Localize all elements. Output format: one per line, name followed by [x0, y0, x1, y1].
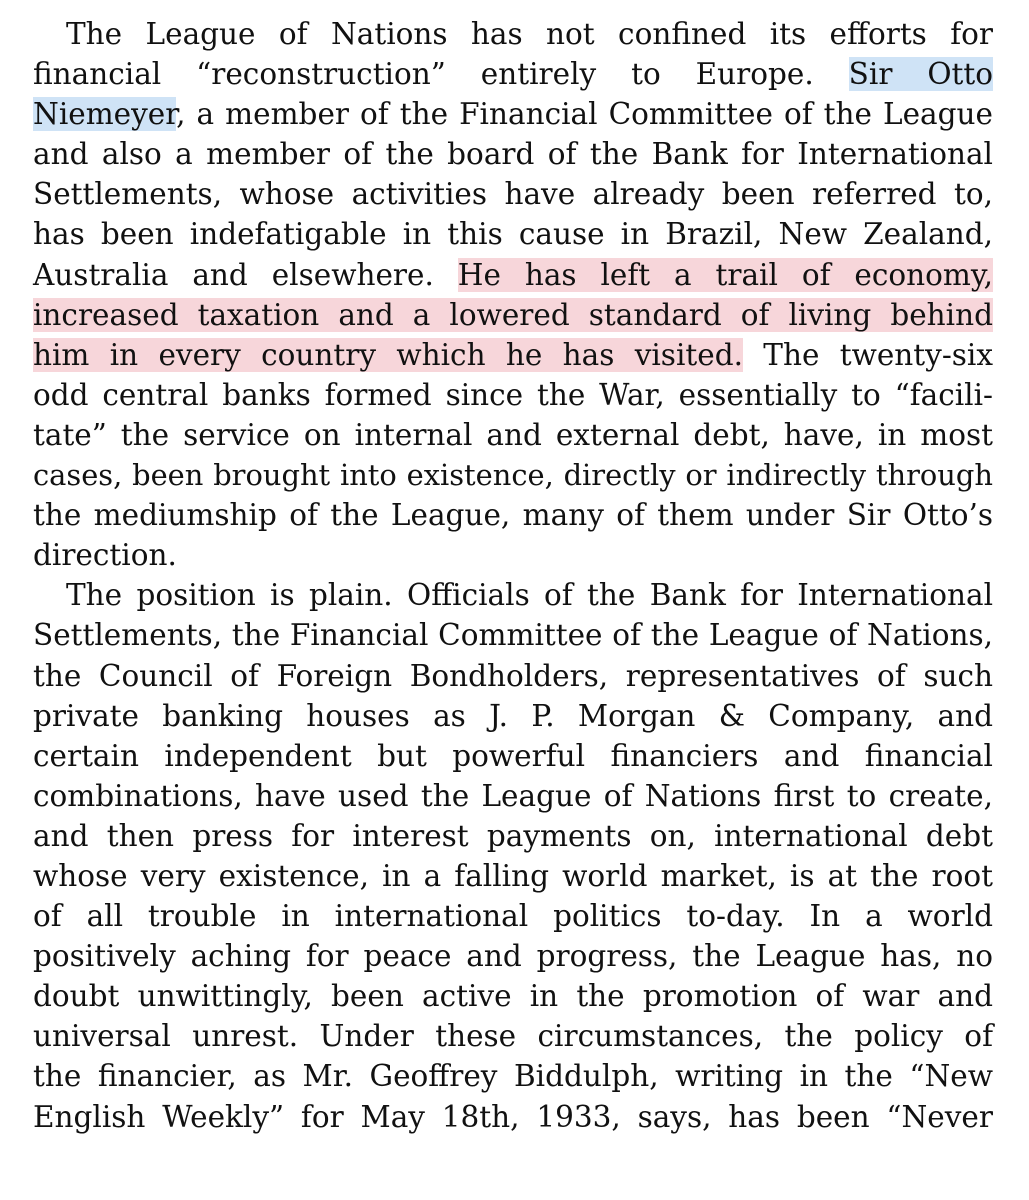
text-line: [33, 94, 993, 134]
text-line: [33, 1056, 993, 1096]
text-line: [33, 1016, 993, 1056]
text-line: [33, 816, 993, 856]
text-segment: English Weekly” for May 18th, 1933, says, has been “Never: [33, 1099, 993, 1134]
text-line: [33, 335, 993, 375]
text-segment: tate” the service on internal and external debt, have, in most: [33, 417, 993, 452]
text-line: [33, 134, 993, 174]
text-segment: doubt unwittingly, been active in the promotion of war and: [33, 979, 993, 1014]
text-segment: financial “reconstruction” entirely to Europe.: [33, 57, 849, 92]
document-body: [33, 14, 993, 1137]
text-segment: whose very existence, in a falling world market, is at the root: [33, 858, 993, 893]
text-line: [33, 856, 993, 896]
text-line: [33, 14, 993, 54]
text-line: [33, 976, 993, 1016]
text-segment: private banking houses as J. P. Morgan & Company, and: [33, 698, 993, 733]
text-segment: The position is plain. Officials of the Bank for International: [66, 578, 993, 613]
paragraph: [33, 14, 993, 575]
highlighted-text: Sir Otto: [848, 57, 993, 92]
text-segment: the Council of Foreign Bondholders, representatives of such: [33, 658, 993, 693]
text-line: [33, 615, 993, 655]
highlighted-text: Niemeyer: [33, 97, 177, 132]
text-segment: , a member of the Financial Committee of the League: [176, 97, 993, 132]
text-segment: universal unrest. Under these circumstances, the policy of: [33, 1019, 993, 1054]
text-line: [33, 174, 993, 214]
text-segment: Settlements, whose activities have already been referred to,: [33, 177, 993, 212]
text-segment: the financier, as Mr. Geoffrey Biddulph, writing in the “New: [33, 1059, 993, 1094]
text-segment: of all trouble in international politics to-day. In a world: [33, 899, 993, 934]
text-line: [33, 455, 993, 495]
text-line: [33, 495, 993, 535]
text-segment: Australia and elsewhere.: [33, 257, 458, 292]
text-segment: certain independent but powerful financiers and financial: [33, 738, 993, 773]
highlighted-text: He has left a trail of economy,: [457, 257, 993, 292]
highlighted-text: increased taxation and a lowered standard of living behind: [33, 297, 993, 332]
text-line: [33, 375, 993, 415]
text-line: [33, 696, 993, 736]
text-line: [33, 896, 993, 936]
text-line: [33, 255, 993, 295]
text-line: [33, 736, 993, 776]
text-segment: the mediumship of the League, many of them under Sir Otto’s: [33, 498, 993, 533]
text-segment: cases, been brought into existence, directly or indirectly through: [33, 458, 993, 493]
text-segment: The twenty-six: [742, 337, 994, 372]
text-line: [33, 936, 993, 976]
text-segment: and then press for interest payments on, international debt: [33, 818, 993, 853]
text-line: [33, 54, 993, 94]
text-line: [33, 535, 993, 575]
text-segment: has been indefatigable in this cause in Brazil, New Zealand,: [33, 217, 993, 252]
text-segment: combinations, have used the League of Nations first to create,: [33, 778, 993, 813]
text-segment: positively aching for peace and progress, the League has, no: [33, 939, 993, 974]
text-segment: The League of Nations has not confined its efforts for: [66, 17, 993, 51]
text-segment: direction.: [33, 538, 177, 573]
text-segment: odd central banks formed since the War, essentially to “facili-: [33, 377, 993, 412]
text-line: [33, 656, 993, 696]
text-line: [33, 295, 993, 335]
text-line: [33, 776, 993, 816]
paragraph: [33, 575, 993, 1136]
text-line: [33, 1097, 993, 1137]
text-line: [33, 415, 993, 455]
text-line: [33, 575, 993, 615]
highlighted-text: him in every country which he has visited.: [33, 337, 743, 372]
text-segment: Settlements, the Financial Committee of the League of Nations,: [33, 618, 993, 653]
document-page: [33, 14, 993, 1137]
text-line: [33, 214, 993, 254]
text-segment: and also a member of the board of the Bank for International: [33, 137, 993, 172]
